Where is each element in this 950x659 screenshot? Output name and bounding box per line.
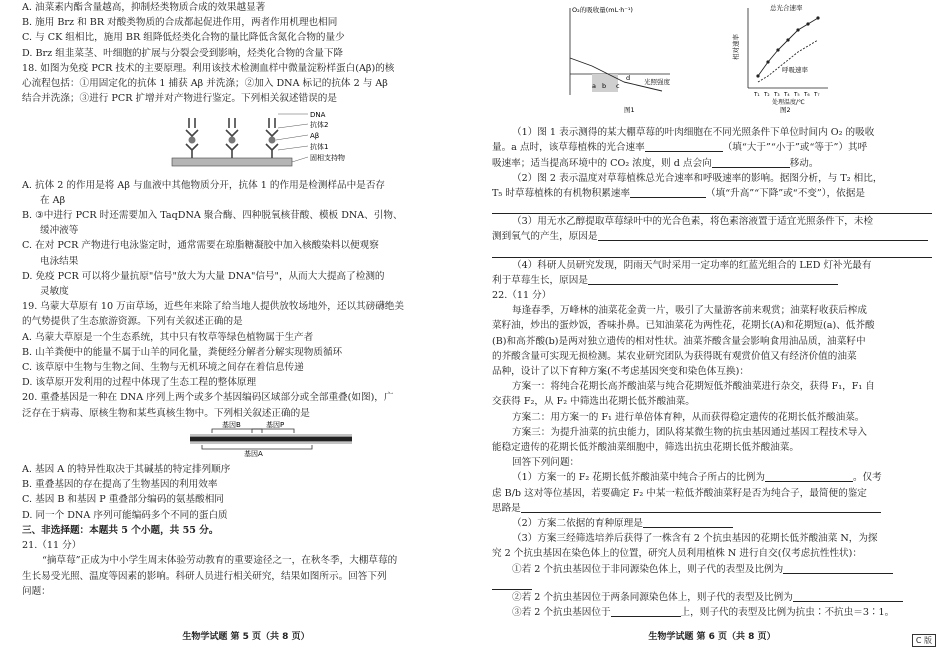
- q18-stem-2: 心流程包括：①用固定化的抗体 1 捕获 Aβ 并洗涤；②加入 DNA 标记的抗体 2 与 Aβ: [22, 78, 388, 90]
- q22-plan1-cont: 交获得 F₂，从 F₂ 中筛选出花期长低芥酸油菜。: [492, 396, 695, 408]
- right-footer: 生物学试题 第 6 页（共 8 页）: [648, 631, 776, 642]
- q21-part3: （3）用无水乙醇提取草莓绿叶中的光合色素，将色素溶液置于适宜光照条件下，未检: [512, 216, 874, 228]
- q19-option-c: C. 该草原中生物与生物之间、生物与无机环境之间存在着信息传递: [22, 362, 304, 374]
- q22-part3-1: ①若 2 个抗虫基因位于非同源染色体上，则子代的表型及比例为: [492, 562, 932, 577]
- q21-intro-2: 生长易受光照、温度等因素的影响。科研人员进行相关研究，结果如图所示。回答下列: [22, 570, 387, 582]
- q22-part2: （2）方案二依据的育种原理是: [492, 516, 932, 531]
- q20-option-a: A. 基因 A 的特异性取决于其碱基的特定排列顺序: [22, 464, 231, 476]
- fig2-tick-2: T₂: [764, 92, 770, 98]
- q22-intro: 每逢春季，万峰林的油菜花金黄一片，吸引了大量游客前来观赏；油菜籽收获后榨成: [512, 305, 867, 317]
- left-footer: 生物学试题 第 5 页（共 8 页）: [182, 631, 310, 642]
- fig2-ylabel: 相对速率: [732, 34, 740, 60]
- fig20-label-gene-a: 基因A: [244, 449, 263, 457]
- q17-option-a: A. 油菜素内酯含量越高，抑制烃类物质合成的效果越显著: [22, 2, 266, 13]
- q20-option-c: C. 基因 B 和基因 P 重叠部分编码的氨基酸相同: [22, 494, 224, 506]
- immuno-pcr-figure: [22, 106, 470, 172]
- q20-stem-2: 泛存在于病毒、原核生物和某些真核生物中。下列相关叙述正确的是: [22, 407, 310, 419]
- q18-option-b-cont: 缓冲液等: [40, 225, 79, 237]
- overlapping-gene-figure: [22, 421, 470, 457]
- q22-heading: 22.（11 分）: [492, 290, 552, 302]
- q18-stem-3: 结合并洗涤；③进行 PCR 扩增并对产物进行鉴定。下列相关叙述错误的是: [22, 93, 337, 105]
- q21-part2-line2: T₅ 时草莓植株的有机物积累速率 （填“升高”“下降”或“不变”），依据是: [492, 188, 865, 200]
- q19-stem-2: 的气势提供了生态旅游资源。下列有关叙述正确的是: [22, 316, 243, 328]
- q22-plan3: 方案三：为提升油菜的抗虫能力，团队将某微生物的抗虫基因通过基因工程技术导入: [512, 426, 867, 438]
- answer-blank[interactable]: [588, 273, 838, 285]
- answer-line[interactable]: [492, 577, 532, 590]
- answer-blank[interactable]: [643, 516, 733, 528]
- fig2-tick-4: T₄: [784, 92, 790, 98]
- fig20-label-gene-p: 基因P: [266, 420, 285, 429]
- q19-option-b: B. 山羊粪便中的能量不属于山羊的同化量，粪便经分解者分解实现物质循环: [22, 346, 343, 358]
- answer-blank[interactable]: [712, 156, 790, 168]
- q21-part2: （2）图 2 表示温度对草莓植株总光合速率和呼吸速率的影响。据图分析，与 T₂ 相比，: [512, 172, 883, 184]
- left-page: [22, 0, 470, 659]
- figure-2: [731, 3, 828, 114]
- q19-option-a: A. 乌蒙大草原是一个生态系统，其中只有牧草等绿色植物属于生产者: [22, 331, 314, 343]
- q22-part3: （3）方案三经筛选培养后获得了一株含有 2 个抗虫基因的花期长低芥酸油菜 N，为探: [512, 533, 878, 545]
- q22-part1: （1）方案一的 F₂ 花期长低芥酸油菜中纯合子所占的比例为 。仅考: [512, 472, 882, 484]
- fig1-caption: 图1: [624, 106, 635, 114]
- q22-part1-line2: 虑 B/b 这对等位基因，若要确定 F₂ 中某一粒低芥酸油菜籽是否为纯合子，最简便的鉴定: [492, 487, 867, 499]
- answer-blank[interactable]: [521, 501, 881, 513]
- q18-option-b: B. ③中进行 PCR 时还需要加入 TaqDNA 聚合酶、四种脱氧核苷酸、模板 DNA、引物、: [22, 210, 403, 222]
- fig2-tick-1: T₁: [754, 92, 760, 98]
- q18-option-c-cont: 电泳结果: [40, 255, 79, 267]
- q18-option-c: C. 在对 PCR 产物进行电泳鉴定时，通常需要在琼脂糖凝胶中加入核酸染料以便观察: [22, 240, 379, 252]
- fig18-label-antibody2: 抗体2: [310, 121, 329, 130]
- q18-option-d-cont: 灵敏度: [40, 286, 69, 298]
- fig2-series1: 总光合速率: [770, 4, 803, 12]
- q17-option-c: C. 与 CK 组相比，施用 BR 组降低烃类化合物的量比降低含氮化合物的量少: [22, 32, 345, 44]
- q22-part1-line3: 思路是: [492, 501, 932, 516]
- figures-q21: [492, 0, 932, 120]
- q22-intro-4: 的芥酸含量可实现无损检测。某农业研究团队为获得既有观赏价值又有经济价值的油菜: [492, 350, 857, 362]
- fig1-point-b: b: [602, 82, 607, 90]
- q22-prompt: 回答下列问题：: [512, 457, 580, 469]
- q22-part3-2: ②若 2 个抗虫基因位于两条同源染色体上，则子代的表型及比例为: [492, 590, 932, 605]
- fig2-tick-7: T₇: [814, 92, 820, 98]
- q21-part4-line2: 利于草莓生长，原因是: [492, 273, 932, 288]
- q18-option-d: D. 免疫 PCR 可以将少量抗原"信号"放大为大量 DNA"信号"，从而大大提高了检测的: [22, 270, 385, 282]
- fig18-label-antibody1: 抗体1: [310, 143, 329, 152]
- q21-intro-3: 问题：: [22, 585, 51, 597]
- figure-1: [570, 5, 671, 114]
- fig1-xlabel: 光照强度: [644, 78, 670, 86]
- answer-blank[interactable]: [611, 605, 681, 617]
- answer-blank[interactable]: [645, 140, 723, 152]
- q17-option-b: B. 施用 Brz 和 BR 对酸类物质的合成都起促进作用，两者作用机理也相同: [22, 17, 338, 29]
- answer-blank[interactable]: [630, 186, 706, 198]
- q19-stem: 19. 乌蒙大草原有 10 万亩草场，近些年来除了给当地人提供放牧场地外，还以其磅礴绝美: [22, 301, 404, 313]
- q18-stem: 18. 如图为免疫 PCR 技术的主要原理。利用该技术检测血样中微量淀粉样蛋白(Aβ)的核: [22, 62, 395, 74]
- fig1-ylabel: O₂的吸收量(mL·h⁻¹): [572, 6, 633, 14]
- q21-part1: （1）图 1 表示测得的某大棚草莓的叶肉细胞在不同光照条件下单位时间内 O₂ 的吸收: [512, 127, 875, 139]
- q22-part3-line2: 究 2 个抗虫基因在染色体上的位置，研究人员利用植株 N 进行自交(仅考虑抗性性状)：: [492, 548, 862, 560]
- q20-option-b: B. 重叠基因的存在提高了生物基因的利用效率: [22, 479, 218, 491]
- fig2-tick-3: T₃: [774, 92, 780, 98]
- q21-part3-line2: 测到氧气的产生，原因是: [492, 229, 932, 244]
- q22-intro-2: 菜籽油，炒出的蛋炒饭，香味扑鼻。已知油菜花为两性花，花期长(A)和花期短(a)、低芥酸: [492, 320, 875, 332]
- answer-line[interactable]: [492, 201, 932, 214]
- q21-part1-line3: 吸速率；适当提高环境中的 CO₂ 浓度，则 d 点会向 移动。: [492, 157, 819, 169]
- answer-blank[interactable]: [783, 562, 893, 574]
- q22-plan3-cont: 能稳定遗传的花期长低芥酸油菜细胞中，筛选出抗虫花期长低芥酸油菜。: [492, 442, 799, 454]
- fig1-point-a: a: [592, 82, 596, 90]
- q22-intro-5: 品种，设计了以下育种方案(不考虑基因突变和染色体互换)：: [492, 366, 749, 378]
- q19-option-d: D. 该草原开发利用的过程中体现了生态工程的整体原理: [22, 377, 257, 389]
- q18-option-a: A. 抗体 2 的作用是将 Aβ 与血液中其他物质分开，抗体 1 的作用是检测样品中是否存: [22, 179, 386, 191]
- fig2-tick-5: T₅: [794, 92, 800, 98]
- fig2-tick-6: T₆: [804, 92, 810, 98]
- fig1-point-c: c: [616, 82, 620, 90]
- fig2-series2: 呼吸速率: [782, 66, 808, 74]
- q20-option-d: D. 同一个 DNA 序列可能编码多个不同的蛋白质: [22, 509, 228, 521]
- q21-part1-line2: 量。a 点时，该草莓植株的光合速率 （填“大于”“小于”或“等于”）其呼: [492, 142, 868, 154]
- version-badge: C 版: [912, 634, 936, 647]
- fig20-label-gene-b: 基因B: [222, 420, 241, 429]
- section-heading: 三、非选择题：本题共 5 个小题，共 55 分。: [22, 524, 219, 536]
- q22-part3-3: ③若 2 个抗虫基因位于 上，则子代的表型及比例为抗虫∶不抗虫＝3∶1。: [512, 607, 895, 619]
- answer-blank[interactable]: [765, 470, 853, 482]
- q21-heading: 21.（11 分）: [22, 540, 82, 552]
- answer-line[interactable]: [492, 245, 932, 258]
- q18-option-a-cont: 在 Aβ: [40, 194, 66, 206]
- fig2-xlabel: 处理温度/℃: [772, 99, 805, 106]
- q22-plan1: 方案一：将纯合花期长高芥酸油菜与纯合花期短低芥酸油菜进行杂交，获得 F₁，F₁ 自: [512, 381, 875, 393]
- right-page: [492, 0, 932, 659]
- fig1-point-d: d: [626, 74, 631, 82]
- fig18-label-abeta: Aβ: [310, 132, 320, 141]
- answer-blank[interactable]: [793, 590, 903, 602]
- q22-plan2: 方案二：用方案一的 F₁ 进行单倍体育种，从而获得稳定遗传的花期长低芥酸油菜。: [512, 411, 865, 423]
- q20-stem: 20. 重叠基因是一种在 DNA 序列上两个或多个基因编码区域部分或全部重叠(如图)，广: [22, 392, 394, 404]
- fig2-caption: 图2: [780, 106, 791, 114]
- answer-blank[interactable]: [598, 229, 928, 241]
- fig18-label-dna: DNA: [310, 111, 326, 120]
- fig18-label-support: 固相支持物: [310, 154, 345, 163]
- q21-intro: “摘草莓”正成为中小学生周末体验劳动教育的重要途径之一，在秋冬季，大棚草莓的: [42, 555, 398, 567]
- q17-option-d: D. Brz 组韭菜茎、叶细胞的扩展与分裂会受到影响，烃类化合物的含量下降: [22, 47, 344, 59]
- q22-intro-3: (B)和高芥酸(b)是两对独立遗传的相对性状。油菜芥酸含量会影响食用油品质，油菜籽中: [492, 335, 866, 347]
- q21-part4: （4）科研人员研究发现，阴雨天气时采用一定功率的红蓝光组合的 LED 灯补光最有: [512, 259, 872, 271]
